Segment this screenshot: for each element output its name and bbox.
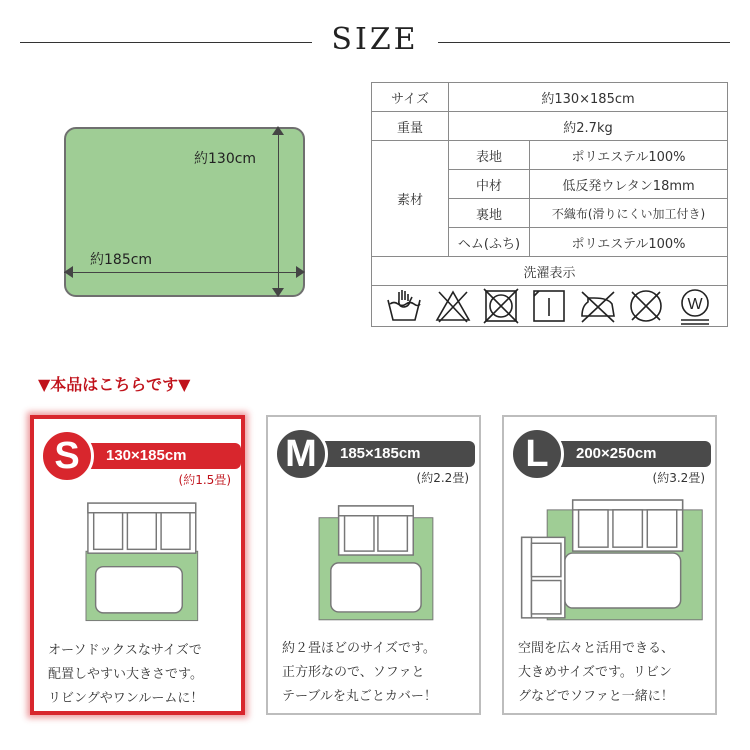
spec-table bbox=[371, 82, 728, 327]
description-line: グなどでソファと一緒に！ bbox=[518, 689, 674, 704]
description-line: リビングやワンルームに！ bbox=[48, 691, 204, 706]
line-dry-icon bbox=[529, 286, 569, 326]
description-line: 大きめサイズです。リビン bbox=[518, 665, 672, 680]
size-card-m[interactable] bbox=[266, 415, 481, 715]
care-icons-cell bbox=[372, 286, 728, 327]
size-label: 185×185cm bbox=[298, 441, 475, 467]
size-card-s[interactable] bbox=[30, 415, 245, 715]
arrow-down-icon bbox=[272, 288, 284, 297]
no-bleach-icon bbox=[433, 286, 473, 326]
material-label: 素材 bbox=[372, 141, 449, 257]
tatami-label: (約2.2畳) bbox=[416, 471, 469, 485]
care-icons bbox=[374, 286, 725, 326]
size-letter-badge: S bbox=[40, 429, 94, 483]
page-title: SIZE bbox=[331, 22, 419, 57]
spec-label: 重量 bbox=[372, 112, 449, 141]
arrow-left-icon bbox=[64, 266, 73, 278]
arrow-right-icon bbox=[296, 266, 305, 278]
spec-value: 約2.7kg bbox=[449, 112, 728, 141]
width-dimension-line bbox=[64, 272, 304, 273]
layout-illustration bbox=[504, 491, 715, 621]
material-part: 表地 bbox=[449, 141, 530, 170]
spec-row bbox=[372, 112, 728, 141]
height-dimension-line bbox=[278, 128, 279, 296]
material-value: ポリエステル100% bbox=[530, 228, 728, 257]
no-iron-icon bbox=[578, 286, 618, 326]
svg-text:W: W bbox=[687, 296, 703, 313]
description-line: テーブルを丸ごとカバー！ bbox=[282, 689, 437, 704]
header-rule-right bbox=[438, 42, 730, 43]
tatami-label: (約1.5畳) bbox=[178, 473, 231, 487]
no-dry-clean-icon bbox=[626, 286, 666, 326]
material-value: 不織布(滑りにくい加工付き) bbox=[530, 199, 728, 228]
card-description bbox=[518, 637, 708, 709]
tatami-label: (約3.2畳) bbox=[652, 471, 705, 485]
layout-illustration bbox=[34, 493, 241, 623]
layout-illustration bbox=[268, 491, 479, 621]
spec-row bbox=[372, 141, 728, 170]
description-line: 空間を広々と活用できる、 bbox=[518, 641, 675, 656]
description-line: 約２畳ほどのサイズです。 bbox=[282, 641, 436, 656]
size-card-l[interactable] bbox=[502, 415, 717, 715]
size-label: 130×185cm bbox=[64, 443, 241, 469]
spec-row bbox=[372, 83, 728, 112]
wet-clean-icon bbox=[675, 286, 715, 326]
width-label: 約185cm bbox=[90, 252, 153, 268]
hand-wash-icon bbox=[384, 286, 424, 326]
material-part: 裏地 bbox=[449, 199, 530, 228]
material-value: 低反発ウレタン18mm bbox=[530, 170, 728, 199]
material-value: ポリエステル100% bbox=[530, 141, 728, 170]
care-icons-row bbox=[372, 286, 728, 327]
spec-label: サイズ bbox=[372, 83, 449, 112]
description-line: 正方形なので、ソファと bbox=[282, 665, 425, 680]
description-line: オーソドックスなサイズで bbox=[48, 643, 202, 658]
section-heading: ▼本品はこちらです▼ bbox=[38, 375, 191, 394]
care-label: 洗濯表示 bbox=[372, 257, 728, 286]
arrow-up-icon bbox=[272, 126, 284, 135]
spec-value: 約130×185cm bbox=[449, 83, 728, 112]
description-line: 配置しやすい大きさです。 bbox=[48, 667, 203, 682]
size-letter-badge: L bbox=[510, 427, 564, 481]
card-description bbox=[282, 637, 472, 709]
spec-row bbox=[372, 257, 728, 286]
material-part: 中材 bbox=[449, 170, 530, 199]
height-label: 約130cm bbox=[194, 151, 257, 167]
material-part: ヘム(ふち) bbox=[449, 228, 530, 257]
no-tumble-dry-icon bbox=[481, 286, 521, 326]
size-letter-badge: M bbox=[274, 427, 328, 481]
card-description bbox=[48, 639, 238, 711]
size-label: 200×250cm bbox=[534, 441, 711, 467]
